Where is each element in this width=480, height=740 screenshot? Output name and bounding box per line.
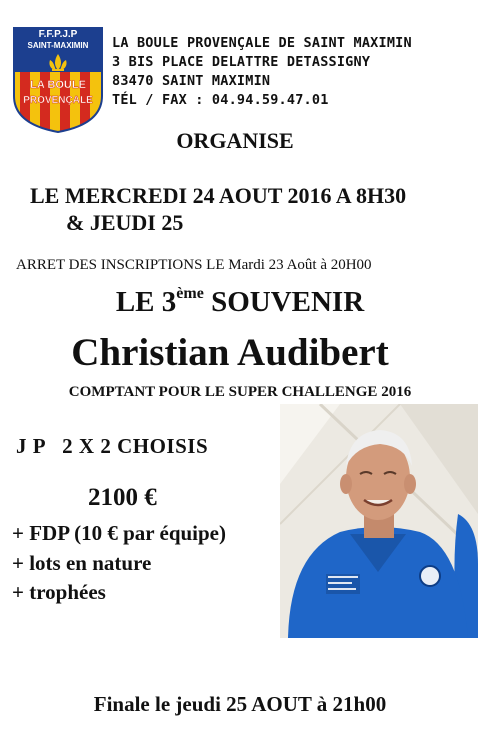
extra-item-trophees: + trophées	[12, 580, 106, 604]
souvenir-title	[0, 285, 480, 319]
crest-town: SAINT-MAXIMIN	[27, 41, 89, 50]
club-phone: TÉL / FAX : 04.94.59.47.01	[112, 92, 329, 108]
extra-item-lots: + lots en nature	[12, 551, 152, 575]
organise-heading: ORGANISE	[176, 128, 294, 153]
souvenir-suffix: SOUVENIR	[203, 286, 365, 318]
challenge-note: COMPTANT POUR LE SUPER CHALLENGE 2016	[68, 384, 412, 400]
crest-acronym: F.F.P.J.P	[38, 29, 78, 40]
club-city: 83470 SAINT MAXIMIN	[112, 73, 271, 89]
registration-deadline: ARRET DES INSCRIPTIONS LE Mardi 23 Août à 20H00	[16, 257, 372, 273]
honoree-photo	[280, 404, 478, 638]
club-crest-logo	[12, 26, 104, 134]
club-name: LA BOULE PROVENÇALE DE SAINT MAXIMIN	[112, 35, 412, 51]
honoree-name: Christian Audibert	[71, 331, 389, 374]
event-date-line1: LE MERCREDI 24 AOUT 2016 A 8H30	[30, 183, 407, 208]
club-address: 3 BIS PLACE DELATTRE DETASSIGNY	[112, 54, 371, 70]
extra-item-fdp: + FDP (10 € par équipe)	[12, 521, 226, 545]
finale-info: Finale le jeudi 25 AOUT à 21h00	[93, 692, 387, 716]
crest-line2: PROVENÇALE	[23, 95, 93, 106]
prize-amount: 2100 €	[88, 484, 157, 511]
souvenir-sup: ème	[176, 285, 204, 302]
event-date-line2: & JEUDI 25	[66, 210, 184, 235]
souvenir-prefix: LE 3	[115, 286, 177, 318]
game-format: J P 2 X 2 CHOISIS	[16, 434, 209, 458]
crest-line1: LA BOULE	[30, 79, 86, 91]
